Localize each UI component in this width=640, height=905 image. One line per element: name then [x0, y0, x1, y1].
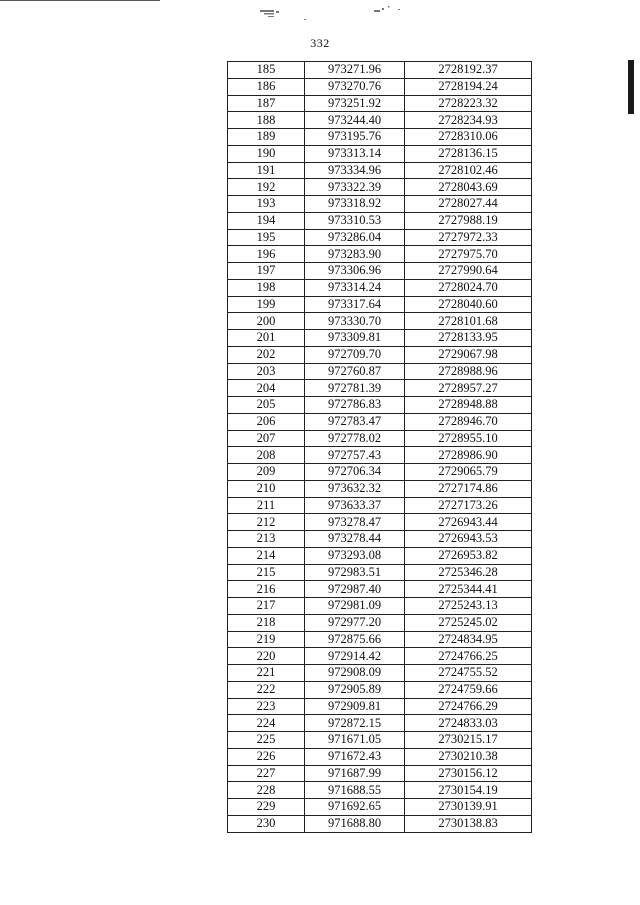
cell-x-coordinate: 972981.09 [305, 598, 405, 615]
cell-x-coordinate: 971692.65 [305, 799, 405, 816]
cell-x-coordinate: 973283.90 [305, 246, 405, 263]
table-row [228, 815, 532, 832]
cell-y-coordinate: 2727975.70 [405, 246, 532, 263]
cell-y-coordinate: 2726943.44 [405, 514, 532, 531]
cell-x-coordinate: 973244.40 [305, 112, 405, 129]
cell-x-coordinate: 973317.64 [305, 296, 405, 313]
cell-y-coordinate: 2724833.03 [405, 715, 532, 732]
cell-point-number: 211 [228, 497, 305, 514]
table-row [228, 799, 532, 816]
cell-x-coordinate: 973334.96 [305, 162, 405, 179]
cell-y-coordinate: 2726953.82 [405, 547, 532, 564]
cell-y-coordinate: 2730210.38 [405, 748, 532, 765]
table-row [228, 464, 532, 481]
table-row [228, 497, 532, 514]
scan-border-line [0, 0, 160, 1]
cell-point-number: 208 [228, 447, 305, 464]
table-row [228, 162, 532, 179]
table-row [228, 78, 532, 95]
cell-x-coordinate: 973251.92 [305, 95, 405, 112]
cell-point-number: 197 [228, 263, 305, 280]
coordinate-table [227, 61, 532, 833]
cell-point-number: 229 [228, 799, 305, 816]
cell-point-number: 222 [228, 681, 305, 698]
cell-point-number: 204 [228, 380, 305, 397]
cell-x-coordinate: 972909.81 [305, 698, 405, 715]
cell-x-coordinate: 972778.02 [305, 430, 405, 447]
table-row [228, 179, 532, 196]
cell-x-coordinate: 972905.89 [305, 681, 405, 698]
table-row [228, 765, 532, 782]
cell-x-coordinate: 972977.20 [305, 614, 405, 631]
cell-x-coordinate: 973313.14 [305, 145, 405, 162]
cell-point-number: 191 [228, 162, 305, 179]
cell-y-coordinate: 2728102.46 [405, 162, 532, 179]
table-row [228, 397, 532, 414]
cell-y-coordinate: 2727173.26 [405, 497, 532, 514]
cell-y-coordinate: 2728136.15 [405, 145, 532, 162]
cell-y-coordinate: 2730156.12 [405, 765, 532, 782]
cell-y-coordinate: 2725346.28 [405, 564, 532, 581]
table-row [228, 263, 532, 280]
cell-y-coordinate: 2728310.06 [405, 129, 532, 146]
table-row [228, 129, 532, 146]
cell-point-number: 186 [228, 78, 305, 95]
table-row [228, 531, 532, 548]
cell-point-number: 228 [228, 782, 305, 799]
cell-y-coordinate: 2724834.95 [405, 631, 532, 648]
page-number: 332 [310, 36, 330, 50]
cell-x-coordinate: 972709.70 [305, 346, 405, 363]
cell-x-coordinate: 973310.53 [305, 212, 405, 229]
cell-x-coordinate: 973278.47 [305, 514, 405, 531]
table-row [228, 681, 532, 698]
cell-x-coordinate: 972760.87 [305, 363, 405, 380]
table-row [228, 547, 532, 564]
cell-x-coordinate: 973271.96 [305, 62, 405, 79]
cell-point-number: 188 [228, 112, 305, 129]
cell-x-coordinate: 973270.76 [305, 78, 405, 95]
cell-y-coordinate: 2728955.10 [405, 430, 532, 447]
table-row [228, 413, 532, 430]
cell-y-coordinate: 2728988.96 [405, 363, 532, 380]
cell-x-coordinate: 971688.55 [305, 782, 405, 799]
cell-x-coordinate: 972757.43 [305, 447, 405, 464]
cell-y-coordinate: 2724755.52 [405, 665, 532, 682]
cell-y-coordinate: 2728223.32 [405, 95, 532, 112]
cell-x-coordinate: 973293.08 [305, 547, 405, 564]
scan-noise-marks [228, 4, 408, 24]
cell-y-coordinate: 2724766.25 [405, 648, 532, 665]
table-row [228, 95, 532, 112]
table-row [228, 598, 532, 615]
cell-y-coordinate: 2726943.53 [405, 531, 532, 548]
cell-x-coordinate: 972987.40 [305, 581, 405, 598]
table-row [228, 430, 532, 447]
cell-x-coordinate: 973306.96 [305, 263, 405, 280]
cell-point-number: 226 [228, 748, 305, 765]
table-row [228, 514, 532, 531]
table-row [228, 648, 532, 665]
cell-y-coordinate: 2728194.24 [405, 78, 532, 95]
cell-y-coordinate: 2730139.91 [405, 799, 532, 816]
cell-x-coordinate: 971688.80 [305, 815, 405, 832]
table-row [228, 564, 532, 581]
cell-y-coordinate: 2727174.86 [405, 480, 532, 497]
cell-x-coordinate: 972914.42 [305, 648, 405, 665]
cell-point-number: 230 [228, 815, 305, 832]
cell-y-coordinate: 2725344.41 [405, 581, 532, 598]
cell-point-number: 221 [228, 665, 305, 682]
table-row [228, 313, 532, 330]
cell-point-number: 209 [228, 464, 305, 481]
cell-y-coordinate: 2728234.93 [405, 112, 532, 129]
table-row [228, 631, 532, 648]
table-row [228, 145, 532, 162]
cell-point-number: 212 [228, 514, 305, 531]
cell-point-number: 214 [228, 547, 305, 564]
cell-y-coordinate: 2727972.33 [405, 229, 532, 246]
cell-point-number: 187 [228, 95, 305, 112]
cell-y-coordinate: 2725243.13 [405, 598, 532, 615]
cell-y-coordinate: 2728986.90 [405, 447, 532, 464]
table-row [228, 665, 532, 682]
cell-point-number: 220 [228, 648, 305, 665]
cell-x-coordinate: 973314.24 [305, 279, 405, 296]
table-row [228, 229, 532, 246]
cell-x-coordinate: 971687.99 [305, 765, 405, 782]
scan-edge-mark [628, 60, 634, 114]
cell-y-coordinate: 2728027.44 [405, 196, 532, 213]
table-row [228, 380, 532, 397]
cell-y-coordinate: 2728024.70 [405, 279, 532, 296]
table-row [228, 698, 532, 715]
table-row [228, 614, 532, 631]
cell-x-coordinate: 972783.47 [305, 413, 405, 430]
cell-x-coordinate: 973330.70 [305, 313, 405, 330]
cell-x-coordinate: 971672.43 [305, 748, 405, 765]
cell-point-number: 202 [228, 346, 305, 363]
cell-x-coordinate: 973632.32 [305, 480, 405, 497]
cell-y-coordinate: 2728043.69 [405, 179, 532, 196]
cell-x-coordinate: 972908.09 [305, 665, 405, 682]
table-row [228, 62, 532, 79]
cell-x-coordinate: 972872.15 [305, 715, 405, 732]
cell-point-number: 207 [228, 430, 305, 447]
table-row [228, 196, 532, 213]
table-row [228, 748, 532, 765]
cell-y-coordinate: 2728948.88 [405, 397, 532, 414]
cell-point-number: 198 [228, 279, 305, 296]
table-row [228, 296, 532, 313]
cell-point-number: 205 [228, 397, 305, 414]
cell-y-coordinate: 2727988.19 [405, 212, 532, 229]
cell-x-coordinate: 972781.39 [305, 380, 405, 397]
cell-point-number: 189 [228, 129, 305, 146]
cell-y-coordinate: 2727990.64 [405, 263, 532, 280]
cell-point-number: 225 [228, 732, 305, 749]
cell-point-number: 192 [228, 179, 305, 196]
cell-y-coordinate: 2729065.79 [405, 464, 532, 481]
table-row [228, 732, 532, 749]
cell-x-coordinate: 973633.37 [305, 497, 405, 514]
cell-y-coordinate: 2730138.83 [405, 815, 532, 832]
cell-point-number: 194 [228, 212, 305, 229]
cell-y-coordinate: 2730154.19 [405, 782, 532, 799]
cell-point-number: 195 [228, 229, 305, 246]
table-row [228, 330, 532, 347]
cell-x-coordinate: 972786.83 [305, 397, 405, 414]
cell-y-coordinate: 2728192.37 [405, 62, 532, 79]
table-row [228, 112, 532, 129]
cell-point-number: 213 [228, 531, 305, 548]
table-row [228, 480, 532, 497]
cell-point-number: 218 [228, 614, 305, 631]
cell-y-coordinate: 2730215.17 [405, 732, 532, 749]
cell-point-number: 210 [228, 480, 305, 497]
cell-y-coordinate: 2728957.27 [405, 380, 532, 397]
table-row [228, 581, 532, 598]
cell-x-coordinate: 973195.76 [305, 129, 405, 146]
cell-point-number: 224 [228, 715, 305, 732]
cell-x-coordinate: 973286.04 [305, 229, 405, 246]
coordinate-table-body [228, 62, 532, 833]
cell-point-number: 206 [228, 413, 305, 430]
cell-point-number: 203 [228, 363, 305, 380]
cell-point-number: 227 [228, 765, 305, 782]
cell-point-number: 193 [228, 196, 305, 213]
cell-x-coordinate: 973318.92 [305, 196, 405, 213]
cell-x-coordinate: 972983.51 [305, 564, 405, 581]
cell-point-number: 196 [228, 246, 305, 263]
table-row [228, 782, 532, 799]
cell-point-number: 201 [228, 330, 305, 347]
cell-y-coordinate: 2728133.95 [405, 330, 532, 347]
table-row [228, 279, 532, 296]
cell-x-coordinate: 971671.05 [305, 732, 405, 749]
table-row [228, 246, 532, 263]
cell-point-number: 215 [228, 564, 305, 581]
cell-point-number: 199 [228, 296, 305, 313]
cell-y-coordinate: 2728040.60 [405, 296, 532, 313]
cell-y-coordinate: 2724766.29 [405, 698, 532, 715]
cell-y-coordinate: 2725245.02 [405, 614, 532, 631]
cell-x-coordinate: 973322.39 [305, 179, 405, 196]
cell-point-number: 200 [228, 313, 305, 330]
cell-x-coordinate: 973278.44 [305, 531, 405, 548]
cell-y-coordinate: 2728101.68 [405, 313, 532, 330]
cell-x-coordinate: 973309.81 [305, 330, 405, 347]
cell-point-number: 185 [228, 62, 305, 79]
cell-x-coordinate: 972706.34 [305, 464, 405, 481]
table-row [228, 447, 532, 464]
table-row [228, 346, 532, 363]
cell-y-coordinate: 2724759.66 [405, 681, 532, 698]
cell-y-coordinate: 2729067.98 [405, 346, 532, 363]
table-row [228, 363, 532, 380]
cell-x-coordinate: 972875.66 [305, 631, 405, 648]
table-row [228, 212, 532, 229]
cell-point-number: 223 [228, 698, 305, 715]
cell-point-number: 217 [228, 598, 305, 615]
cell-point-number: 216 [228, 581, 305, 598]
table-row [228, 715, 532, 732]
cell-y-coordinate: 2728946.70 [405, 413, 532, 430]
cell-point-number: 219 [228, 631, 305, 648]
cell-point-number: 190 [228, 145, 305, 162]
